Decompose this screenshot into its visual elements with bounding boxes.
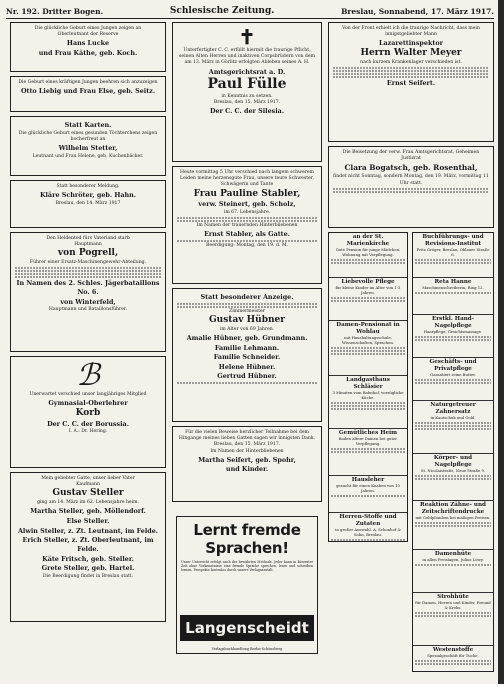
- small-ad: Liebevolle Pflege für kleine Kinder im Alter von 1-3 Jahren.: [329, 278, 407, 321]
- death-notice-korb: ℬ Unerwartet verschied unser langjähriges Mitglied Gymnasial-Oberlehrer Korb Der C. C. der Borussia. I. A.: Dr. Hering.: [10, 356, 166, 468]
- issue-date: Breslau, Sonnabend, 17. März 1917.: [341, 6, 494, 16]
- fraternity-monogram: ℬ: [76, 358, 100, 393]
- banner-brand: Langenscheidt: [180, 615, 314, 641]
- small-ad: Damenhüte in allen Preislagen, Julius Löwy.: [413, 550, 493, 593]
- small-ad: Buchführungs- und Revisions-Institut Fritz Gröger, Breslau, Ohlauer Straße 6.: [413, 233, 493, 278]
- notice-schroeter: Statt besonderer Meldung. Kläre Schröter, geb. Hahn. Breslau, den 14. März 1917: [10, 180, 166, 228]
- language-ad-banner: [176, 516, 318, 654]
- small-ad: Westenstoffe Spezialgeschäft für Tuche.: [413, 646, 493, 696]
- small-ad: Damen-Pensionat in Wohlau mit Haushaltungsschule, Wissenschaften, Sprachen.: [329, 321, 407, 376]
- small-ads-column-a: [328, 232, 408, 542]
- death-notice-stabler: Heute vormittag 5 Uhr verschied nach langem schwerem Leiden meine herzensgute Frau, unsere teure Schwester, Schwägerin und Tante Frau Pauline Stabler, verw. Steinert, geb. Scholz, im 67. Lebensjahre. Im Namen der trauernden Hinterbliebenen Ernst Stabler, als Gatte. Beerdigung: Montag, den 19. d. M.: [172, 166, 322, 284]
- cross-icon: ✝: [238, 25, 256, 49]
- birth-notice-stetter: Statt Karten. Die glückliche Geburt eines gesunden Töchterchens zeigen hocherfreut an Wilhelm Stetter, Leutnant und Frau Helene, geb. Kuchenbäcker.: [10, 116, 166, 176]
- banner-headline: Lernt fremde Sprachen!: [193, 521, 301, 557]
- birth-notice-liebig: Die Geburt eines kräftigen Jungen beehren sich anzuzeigen Otto Liebig und Frau Else, geb. Seitz.: [10, 76, 166, 112]
- death-notice-steller: Mein geliebter Gatte, unser lieber Vater Kaufmann Gustav Steller ging am 14. März im 62. Lebensjahre heim. Martha Steller, geb. Möllendorf. Else Steller. Alwin Steller, z. Zt. Leutnant, im Felde. Erich Steller, z. Zt. Oberleutnant, im Felde. Käte Fritsch, geb. Steller. Grete Steller, geb. Hartel. Die Beerdigung findet in Breslau statt.: [10, 472, 166, 622]
- death-notice-fuelle: ✝ Unterfertigter C. C. erfüllt hiermit die traurige Pflicht, seinen Alten Herren und inaktiven Corpsbrüdern von dem am 13. März in Görlitz erfolgten Ableben seines A. H. Amtsgerichtsrat a. D. Paul Fülle in Kenntnis zu setzen. Breslau, den 15. März 1917. Der C. C. der Silesia.: [172, 22, 322, 162]
- column-left: [10, 22, 166, 626]
- small-ad: Herren-Stoffe und Zutaten in großer Auswahl. A. Schonhof & Sohn, Breslau.: [329, 513, 407, 555]
- column-middle: [172, 22, 322, 506]
- death-notice-pogrell: Den Heldentod fürs Vaterland starb Hauptmann von Pogrell, Führer einer Ersatz-Maschinengewehr-Abteilung. In Namen des 2. Schles. Jägerbataillons No. 6. von Winterfeld, Hauptmann und Bataillonsführer.: [10, 232, 166, 352]
- newspaper-title: Schlesische Zeitung.: [169, 6, 275, 16]
- masthead: [6, 4, 494, 19]
- small-ad: Naturgetreuer Zahnersatz in Kautschuk und Gold.: [413, 401, 493, 454]
- banner-footer: Verlagsbuchhandlung Berlin-Schöneberg: [211, 647, 283, 651]
- small-ad: Gemütliches Heim finden ältere Damen bei guter Verpflegung.: [329, 429, 407, 476]
- birth-notice-lucke: Die glückliche Geburt eines Jungen zeigen an Oberleutnant der Reserve Hans Lucke und Frau Käthe, geb. Koch.: [10, 22, 166, 72]
- column-right-top: [328, 22, 494, 232]
- small-ad: Reaktion Zähne- und Zeitschriftendrucke mit Goldplomben bei mäßigen Preisen.: [413, 501, 493, 550]
- death-notice-huebner: Statt besonderer Anzeige. Zimmermeister Gustav Hübner im Alter von 69 Jahren. Amalie Hübner, geb. Grundmann. Familie Lehmann. Familie Schneider. Helene Hübner. Gertrud Hübner.: [172, 288, 322, 422]
- thanks-notice-seifert: Für die vielen Beweise herzlicher Teilnahme bei dem Hingange meines lieben Gatten sagen wir innigsten Dank. Breslau, den 15. März 1917. Im Namen der Hinterbliebenen Martha Seifert, geb. Spohr, und Kinder.: [172, 426, 322, 502]
- small-ad: Geschäfts- und Privatpflege Garantiert reine Butter.: [413, 358, 493, 401]
- small-ad: Strohhüte für Damen, Herren und Kinder. Freund & Krebs.: [413, 593, 493, 646]
- funeral-notice-bogatsch: Die Beisetzung der verw. Frau Amtsgerichtsrat, Geheimen Justizrat Clara Bogatsch, geb. Rosenthal, findet nicht Sonntag, sondern Montag, den 19. März, vormittag 11 Uhr statt.: [328, 146, 494, 228]
- small-ads-column-b: [412, 232, 494, 672]
- small-ad: Erstkl. Hand-Nagelpflege Haarpflege, Gesichtsmassage.: [413, 315, 493, 358]
- small-ad: Landgasthaus Schläsier 3 Minuten vom Bahnhof, vorzügliche Küche.: [329, 376, 407, 429]
- issue-number: Nr. 192. Dritter Bogen.: [6, 6, 104, 16]
- death-notice-meyer: Von der Front erhielt ich die traurige Nachricht, dass mein innigstgeliebter Mann Lazarettinspektor Herrn Walter Meyer nach kurzem Krankenlager verschieden ist. Ernst Seifert.: [328, 22, 494, 142]
- banner-body: Unser Unterricht erfolgt nach der bewährten Methode. Jeder kann in kürzester Zeit ohne Vorkenntnisse eine fremde Sprache sprechen, lesen und schreiben lernen. Prospekte kostenlos durch unsere Verlagsanstalt.: [181, 560, 313, 573]
- small-ad: an der St. Marienkirche Gute Pension für junge Mädchen, Wohnung mit Verpflegung.: [329, 233, 407, 278]
- small-ad: Körper- und Nagelpflege St. Nicolaistraße, Neue Straße 9.: [413, 454, 493, 501]
- small-ad: Reta Hanne Maschinenschreiberin, Ring 12.: [413, 278, 493, 315]
- small-ad: Hausleher gesucht für einen Knaben von 10 Jahren.: [329, 476, 407, 513]
